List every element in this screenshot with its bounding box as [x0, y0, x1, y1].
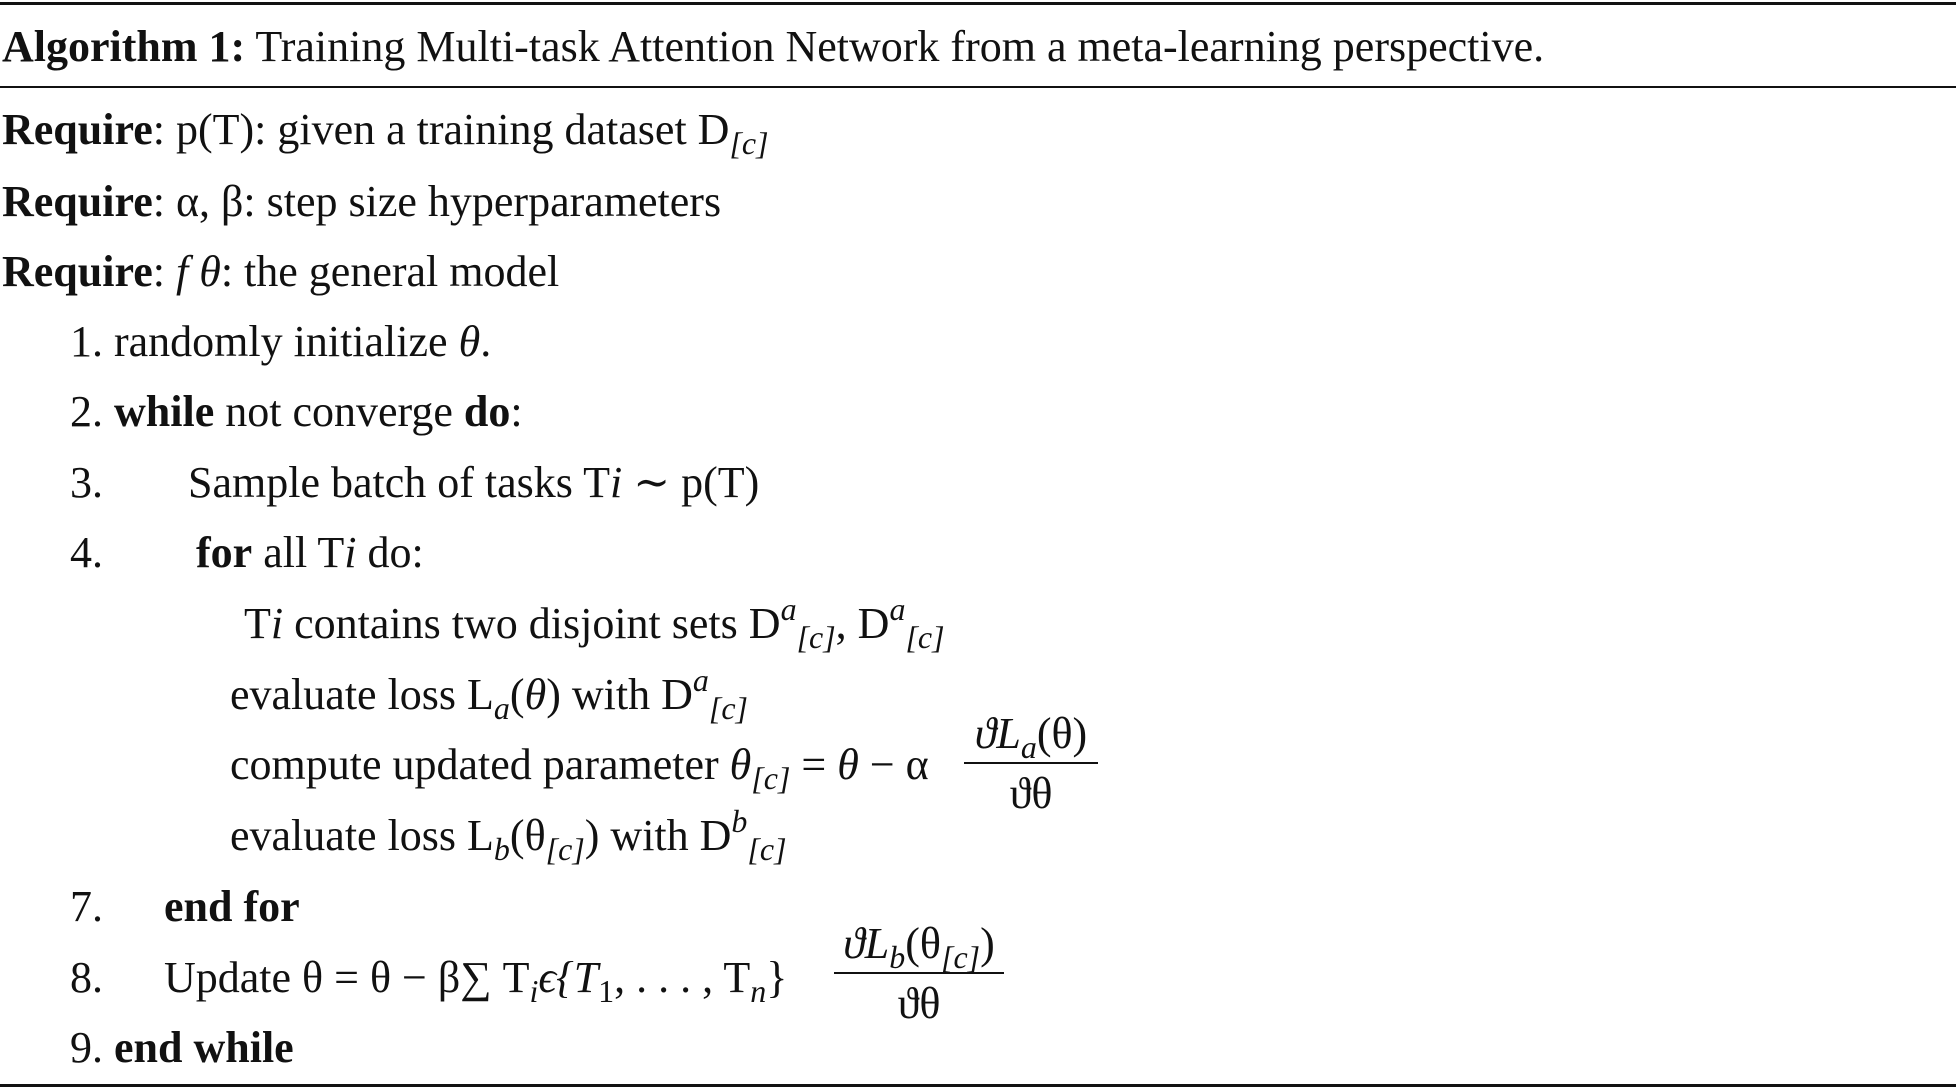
step-8: Update θ = θ − β∑ $T_i\epsilon\{T_1$, . . . , $T_n$}: [164, 953, 788, 1009]
step-number: 1.: [70, 317, 103, 366]
step-2: [70, 387, 523, 436]
require-keyword: Require: [2, 247, 153, 296]
require-line-3: [2, 247, 560, 296]
require-text: :: [152, 247, 165, 296]
title-rule: [0, 86, 1956, 88]
subscript-c: [c]: [796, 619, 836, 655]
step-text-end: do:: [356, 528, 424, 577]
step-3: [188, 458, 760, 507]
step-8-number: 8.: [70, 953, 103, 1002]
inner-line-compute-update: compute updated parameter $\theta_{[c]} = \theta - \alpha$: [230, 740, 929, 796]
algorithm-title: [2, 22, 1545, 71]
step-text: randomly initialize: [114, 317, 459, 366]
inner-line-disjoint-sets: Ti contains two disjoint sets $D^a_{[c]}$, $D^a_{[c]}$: [244, 591, 945, 655]
end-for-keyword: end for: [164, 882, 300, 931]
require-keyword: Require: [2, 105, 153, 154]
step-end: .: [480, 317, 492, 366]
top-rule: [0, 2, 1956, 5]
algorithm-label: Algorithm 1:: [2, 22, 246, 71]
step-4: [196, 528, 424, 577]
step-1: [70, 317, 492, 366]
step-4-number: 4.: [70, 528, 103, 577]
require-line-1: [2, 105, 769, 161]
step-3-number: 3.: [70, 458, 103, 507]
require-rest: : the general model: [220, 247, 560, 296]
superscript-a: a: [780, 591, 797, 627]
while-keyword: while: [114, 387, 215, 436]
inner-line-evaluate-loss-a: evaluate loss $L_a(\theta)$ with $D^a_{[c]}$: [230, 662, 748, 726]
require-text: : α, β: step size hyperparameters: [152, 177, 722, 226]
fraction-denominator: ϑθ: [897, 979, 941, 1028]
require-keyword: Require: [2, 177, 153, 226]
fraction-numerator: $ϑL_b(\theta_{[c]})$: [843, 919, 995, 975]
step-9: 9. end while: [70, 1023, 294, 1072]
gradient-fraction-a: [964, 709, 1098, 818]
end-while-keyword: end while: [114, 1023, 294, 1072]
gradient-fraction-b: [834, 919, 1004, 1028]
step-text: not converge: [214, 387, 464, 436]
superscript-a: a: [889, 591, 906, 627]
step-text-end: ∼ p(T): [622, 458, 760, 507]
step-end: :: [510, 387, 523, 436]
model-symbol: f θ: [175, 247, 221, 296]
require-text: : p(T): given a training dataset D: [152, 105, 730, 154]
step-text: all T: [252, 528, 345, 577]
task-index: i: [610, 458, 623, 507]
require-line-2: [2, 177, 722, 226]
task-index: i: [344, 528, 357, 577]
subscript-c: [c]: [905, 619, 945, 655]
step-text: Sample batch of tasks T: [188, 458, 610, 507]
fraction-denominator: ϑθ: [1009, 769, 1053, 818]
step-number: 2.: [70, 387, 103, 436]
bottom-rule: [0, 1084, 1956, 1087]
theta-symbol: θ: [458, 317, 481, 366]
inner-line-evaluate-loss-b: evaluate loss $L_b(\theta_{[c]})$ with $D^b_{[c]}$: [230, 803, 787, 867]
dataset-subscript: [c]: [729, 125, 769, 161]
step-7-number: 7.: [70, 882, 103, 931]
fraction-numerator: $ϑL_a(\theta)$: [974, 709, 1088, 765]
do-keyword: do: [463, 387, 511, 436]
algorithm-title-text: Training Multi-task Attention Network from a meta-learning perspective.: [255, 22, 1545, 71]
for-keyword: for: [196, 528, 253, 577]
